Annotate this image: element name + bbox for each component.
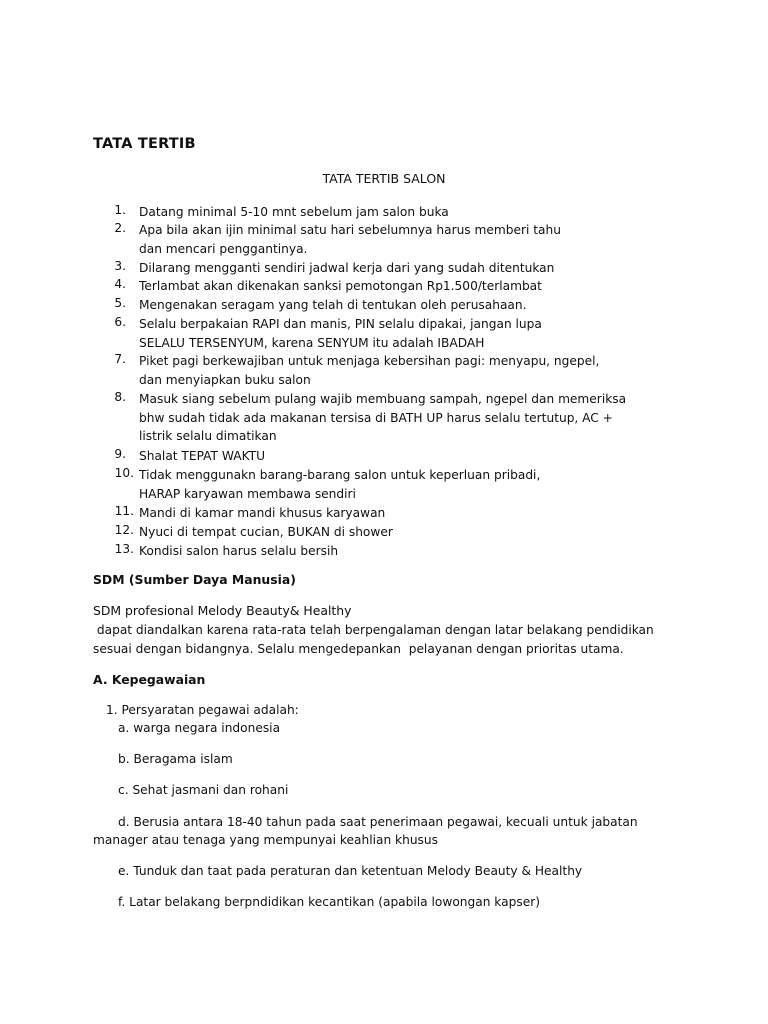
list-number: 12.: [114, 523, 134, 537]
sdm-intro-line: SDM profesional Melody Beauty& Healthy: [93, 603, 352, 618]
list-number: 2.: [114, 221, 126, 235]
list-number: 5.: [114, 296, 126, 310]
list-text: Terlambat akan dikenakan sanksi pemotongan Rp1.500/terlambat: [139, 279, 542, 293]
sdm-intro-paragraph: dapat diandalkan karena rata-rata telah berpengalaman dengan latar belakang pendidikan sesuai dengan bidangnya. Selalu mengedepankan pelayanan dengan prioritas utama.: [93, 623, 658, 656]
kepegawaian-heading: A. Kepegawaian: [93, 672, 206, 687]
list-number: 7.: [114, 352, 126, 366]
requirement-d-line1: d. Berusia antara 18-40 tahun pada saat penerimaan pegawai, kecuali untuk jabatan: [118, 815, 638, 829]
list-number: 10.: [114, 466, 134, 480]
list-number: 4.: [114, 277, 126, 291]
list-text: Datang minimal 5-10 mnt sebelum jam salon buka: [139, 205, 449, 219]
list-number: 3.: [114, 259, 126, 273]
persyaratan-item: 1. Persyaratan pegawai adalah:: [106, 703, 299, 717]
document-title: TATA TERTIB: [93, 136, 196, 152]
list-number: 6.: [114, 315, 126, 329]
list-number: 11.: [114, 504, 134, 518]
list-text: Apa bila akan ijin minimal satu hari sebelumnya harus memberi tahu dan mencari penggantinya.: [139, 223, 561, 256]
requirement-d-line2: manager atau tenaga yang mempunyai keahlian khusus: [93, 833, 438, 847]
list-text: Dilarang mengganti sendiri jadwal kerja dari yang sudah ditentukan: [139, 261, 555, 275]
list-text: Kondisi salon harus selalu bersih: [139, 544, 339, 558]
requirement-c: c. Sehat jasmani dan rohani: [118, 783, 289, 797]
list-text: Mengenakan seragam yang telah di tentukan oleh perusahaan.: [139, 298, 527, 312]
list-text: Mandi di kamar mandi khusus karyawan: [139, 506, 386, 520]
list-number: 13.: [114, 542, 134, 556]
requirement-e: e. Tunduk dan taat pada peraturan dan ketentuan Melody Beauty & Healthy: [118, 864, 583, 878]
requirement-f: f. Latar belakang berpndidikan kecantikan (apabila lowongan kapser): [118, 895, 540, 909]
list-text: Tidak menggunakn barang-barang salon untuk keperluan pribadi, HARAP karyawan membawa sendiri: [139, 468, 541, 501]
list-number: 1.: [114, 203, 126, 217]
requirement-b: b. Beragama islam: [118, 752, 233, 766]
list-text: Selalu berpakaian RAPI dan manis, PIN selalu dipakai, jangan lupa SELALU TERSENYUM, karena SENYUM itu adalah IBADAH: [139, 317, 542, 350]
list-text: Shalat TEPAT WAKTU: [139, 449, 265, 463]
list-number: 8.: [114, 390, 126, 404]
list-text: Piket pagi berkewajiban untuk menjaga kebersihan pagi: menyapu, ngepel, dan menyiapkan buku salon: [139, 354, 600, 387]
list-text: Nyuci di tempat cucian, BUKAN di shower: [139, 525, 393, 539]
section-title-tata-tertib-salon: TATA TERTIB SALON: [322, 171, 446, 186]
requirement-a: a. warga negara indonesia: [118, 721, 281, 735]
list-number: 9.: [114, 447, 126, 461]
list-text: Masuk siang sebelum pulang wajib membuang sampah, ngepel dan memeriksa bhw sudah tidak ada makanan tersisa di BATH UP harus selalu tertutup, AC + listrik selalu dimatikan: [139, 392, 627, 443]
sdm-heading: SDM (Sumber Daya Manusia): [93, 572, 296, 587]
